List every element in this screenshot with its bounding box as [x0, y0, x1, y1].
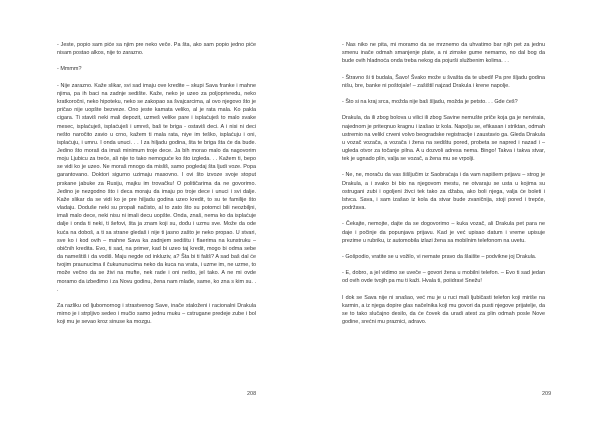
paragraph: - E, dobro, a jel vidimo se uveče – govori žena u mobilni telefon. – Evo ti sad jedan od ovih ovde tvojih pa mu ti kaži. Hvala ti, poiidravi Snežu! — [342, 270, 545, 285]
paragraph: - Mmmm? — [57, 66, 82, 73]
paragraph: I dok se Sava nije ni snašao, već mu je u ruci mali ljubičasti telefon koji miriše na karmin, a iz njega dopire glas načelnika koji mu govori da pusti njegove prijatelje, da se to tako slučajno desilo, da će čovek da uradi atest za plin odmah posle Nove godine, srećni mu praznici, adravo. — [342, 294, 545, 326]
paragraph: - Štravno ši ti budala, Šavo! Švako može u švašta da te ubedi! Pa pre šljadu godina nišu, bre, banke ni poštojale! – zašištil najzad Drakula i krene napolje. — [342, 74, 545, 89]
paragraph: Za razliku od ljubomornog i strastvenog Save, inače staloženi i racionalni Drakula mirno je i strpljivo sedeo i mučio samo jednu muku – cstrugane predeje zube i bol koji mu je sevao kroz sinuse ka mozgu. — [57, 302, 256, 326]
paragraph: - Nije zarazno. Kaže slikar, svi sad imaju ove kredite – skupi Sava franke i mahne njima, pa ih baci na zadnje sedište. Kaže, neko je uzeo za poljoprivredu, neko kratkoročni, neko hipoteku, neko se zakopao sa švajcarcima, al ovo njegovo što je pričao nije uopšte bezveze. Ono jeste kamata veliko, al je rata mala. Ko pakla cigara. Ti staviš neki mali depozit, uzmeš velike pare i isplaćuješ to malo svake mesec, isplaćuješ, isplaćuješ i umreš, baš te briga - ostaviš deci. A i nisi ni deci nešto naročito zavio u crno, kažem ti mala rata, niye im teško, isplaćuju i oni, isplaćuju, i umru. I onda unuci. . . I za hiljadu godina, šta te briga šta će da bude. Jedino što moraš da imaš minimum troje dece. Ja bih morao malo da nagovorim moju Ljubicu za treće, ali nije to tako nemoguće ko što izgleda. . . Kažem ti, bepo se vidi ko je uzeo. Ne moraš mnogo da misliš, samo pogledaj šta ljudi voze. Popa garantovano. Doktori sigurno uzimaju masovno. I ovi što izvoze svoje stoput prskane jabuke za Rusiju, majku im trovačku! O političarima da ne govorimo. Jedino je nezgodno što i deca moraju da imaju po troje dece i unuci i svi dalje. Kaže slikar da se vidi ko je pre hiljadu godina uzeo kredit, to su te familije što vladaju. Doduše neki su propali načisto, al to zato što su potomci bili neozbiljni, imali malo dece, neki nisu ni imali decu uopšte. Onda, znaš, nema ko da isplaćuje dalje i onda ti neki, ti šefovi, šta ja znam koji su, dođu i uzmu sve. Može da ode kuća na doboš, a ti sa strane gledaš i nije ti jasno zašto je neko propao. U stvari, sve ko i kod ovih – mahne Sava ka zadnjem sedištu i flaerima na kunstruku – običnih kredita. Evo, ti sad, na primer, kad bi uzeo taj kredit, mogo bi odma sebe da nameštiš i da vodiš. Maju negde od inkluziv, a? Šta bi ti fališ? A sad baš dal će tvojim praunucima il čukununucima neko da kuca na vrata, i uzme im, ne uzme, to može večno da se živi na mufte, nek rade i oni nešto, jel tako. A ne mi ovde moramo da izbeđimo i za Novu godinu, žena nam mlađe, same, ko zna s kim su. . . — [57, 82, 256, 293]
paragraph: - Jeste, popio sam piće sa njim pre neko veče. Pa šta, ako sam popio jedno piće nisam postao alkos, nije to zarazno. — [57, 42, 256, 57]
paragraph: - Ne, ne, moraču da vas šišljučim iz Saobraćaja i da vam napišem prijavu – strog je Drakula, a i svako bi bio na njegovom mestu, ne otvaraju se usta u kojima su ostrugani zubi i ogoljeni živci tek tako za džaba, ako boli njega, valja će boleti i lstvca. Sava, i sam izašao iz kola da stvar bude zvaničnija, stoji pored i trepće, podržava. — [342, 172, 545, 212]
page-number: 209 — [542, 391, 552, 397]
paragraph: - Čekajte, nemojte, dajte da se dogovorimo – kuka vozač, ali Drakula pet para ne daje i počinje da popunjava prijavu. Kad je već upisao datum i vreme upisuje prezime u rubriku, iz automobila izlazi žena sa mobilnim telefonom na uvetu. — [342, 221, 545, 244]
right-page — [300, 0, 600, 423]
paragraph: Drakula, da ili zbog bolova u vilici ili zbog Savine nemušte priče koja ga je nerviraia, najednom je priteqnuo kragnu i izašao iz kola. Napolju se, efikasan i striktan, odmah ustremio na velikí crveni volvo beogradske registracije i zaustavio ga. Gleda Drakula u vozač vozača, a vozača i žena na sedištu pored, probeta se napred i nazad i – ugleda otvor za točanje pilna. A u dozvoli adresa nema. Bingo! Takva i takva stvar, tek je ugnado plin, valja se vozač, a žena mu se vrpolji. — [342, 115, 545, 163]
paragraph: - Gošpodio, vratite se u vožilo, vi nemate pravo da šlaište – podvikne joj Drakula. — [342, 253, 537, 260]
paragraph: - Nas niko ne pita, mi moramo da se mrznemo da uhvatimo bar njih pet za jednu smenu inače odmah smanjenje plate, a ni zimske gume nemamo, no dal bog da bude ovih hladnoća onda treba nekog da pojurši službenim kolima. . . — [342, 42, 545, 65]
page-number: 208 — [247, 391, 257, 397]
left-text-column — [57, 41, 256, 335]
paragraph: - Što si na kraj srca, možda nije baš šljadu, možda je petsto. . . Gde ćeš? — [342, 99, 518, 106]
right-text-column — [342, 41, 545, 334]
